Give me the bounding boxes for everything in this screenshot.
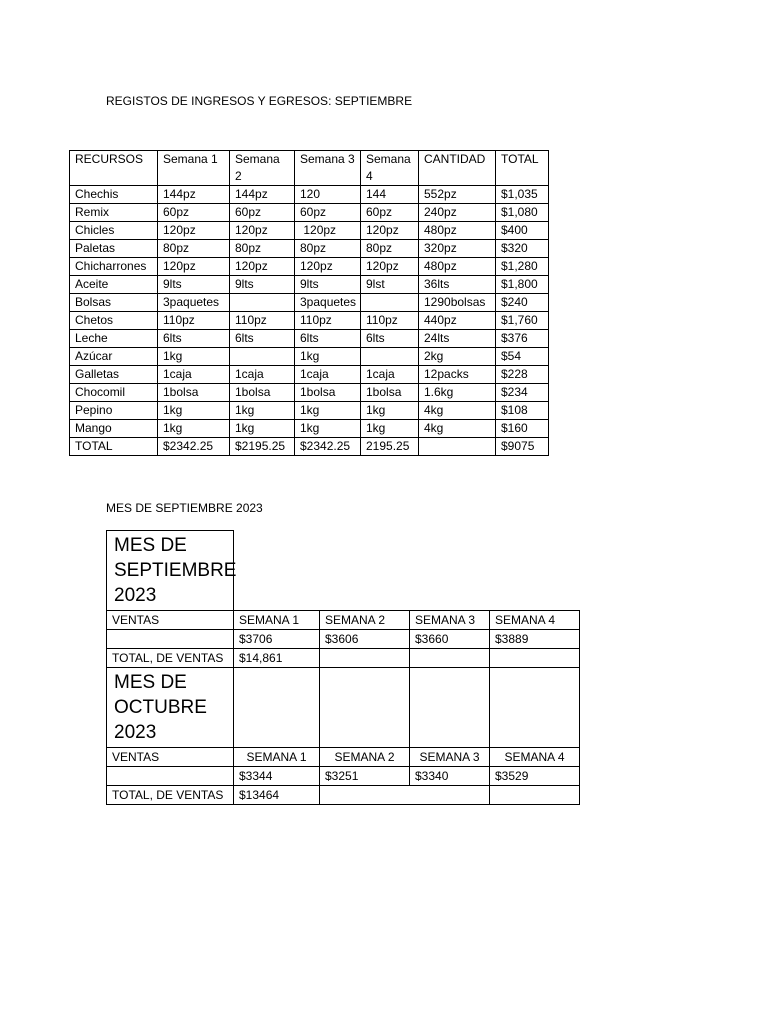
resources-cell: $1,800: [496, 276, 549, 294]
resources-cell: 480pz: [419, 258, 496, 276]
empty-cell: [490, 786, 580, 805]
resources-row: [70, 186, 549, 204]
resources-cell: 3paquetes: [158, 294, 230, 312]
empty-cell: [490, 649, 580, 668]
resources-cell: $228: [496, 366, 549, 384]
resources-cell: 3paquetes: [295, 294, 361, 312]
sales-header-cell: SEMANA 3: [410, 611, 490, 630]
resources-cell: Bolsas: [70, 294, 158, 312]
resources-cell: 1bolsa: [158, 384, 230, 402]
resources-cell: 80pz: [158, 240, 230, 258]
resources-cell: 1bolsa: [361, 384, 419, 402]
resources-row: [70, 366, 549, 384]
sales-value-cell: $3340: [410, 767, 490, 786]
sales-value-cell: $3344: [234, 767, 320, 786]
sept-title-row: [107, 531, 580, 611]
empty-cell: [490, 668, 580, 748]
resources-cell: $108: [496, 402, 549, 420]
empty-cell: [234, 531, 580, 611]
document-heading: REGISTOS DE INGRESOS Y EGRESOS: SEPTIEMBRE: [106, 94, 413, 108]
resources-cell: 60pz: [295, 204, 361, 222]
sales-header-cell: SEMANA 1: [234, 748, 320, 767]
resources-cell: 80pz: [230, 240, 295, 258]
resources-cell: $240: [496, 294, 549, 312]
resources-row: [70, 348, 549, 366]
resources-cell: 1kg: [361, 420, 419, 438]
resources-cell: 440pz: [419, 312, 496, 330]
resources-cell: 6lts: [361, 330, 419, 348]
sept-total-row: [107, 649, 580, 668]
resources-cell: 36lts: [419, 276, 496, 294]
resources-header-cell: TOTAL: [496, 151, 549, 186]
resources-cell: 2kg: [419, 348, 496, 366]
resources-cell: 120pz: [230, 258, 295, 276]
resources-header-cell: Semana 2: [230, 151, 295, 186]
resources-cell: 110pz: [230, 312, 295, 330]
empty-cell: [234, 668, 320, 748]
sales-value-cell: [107, 630, 234, 649]
resources-cell: $2342.25: [158, 438, 230, 456]
oct-title-cell: MES DE OCTUBRE 2023: [107, 668, 234, 748]
resources-cell: 9lts: [230, 276, 295, 294]
resources-cell: 110pz: [295, 312, 361, 330]
resources-cell: 1bolsa: [230, 384, 295, 402]
resources-cell: 2195.25: [361, 438, 419, 456]
sales-total-label: TOTAL, DE VENTAS: [107, 786, 234, 805]
resources-cell: 120: [295, 186, 361, 204]
resources-cell: $1,080: [496, 204, 549, 222]
resources-cell: [230, 348, 295, 366]
resources-header-cell: Semana 1: [158, 151, 230, 186]
oct-header-row: [107, 748, 580, 767]
resources-cell: Aceite: [70, 276, 158, 294]
resources-cell: Azúcar: [70, 348, 158, 366]
resources-cell: 480pz: [419, 222, 496, 240]
empty-cell: [410, 668, 490, 748]
sales-header-cell: VENTAS: [107, 748, 234, 767]
resources-cell: 6lts: [230, 330, 295, 348]
sales-value-cell: $3251: [320, 767, 410, 786]
resources-header-row: [70, 151, 549, 186]
resources-cell: Leche: [70, 330, 158, 348]
sales-header-cell: SEMANA 4: [490, 748, 580, 767]
resources-cell: 110pz: [361, 312, 419, 330]
empty-cell: [320, 786, 490, 805]
resources-row: [70, 294, 549, 312]
resources-cell: $320: [496, 240, 549, 258]
resources-cell: 4kg: [419, 420, 496, 438]
resources-cell: $1,035: [496, 186, 549, 204]
empty-cell: [320, 668, 410, 748]
sales-value-cell: $3889: [490, 630, 580, 649]
resources-cell: 320pz: [419, 240, 496, 258]
resources-header-cell: Semana 4: [361, 151, 419, 186]
resources-cell: 9lst: [361, 276, 419, 294]
resources-header-cell: RECURSOS: [70, 151, 158, 186]
resources-cell: $2342.25: [295, 438, 361, 456]
resources-cell: 1caja: [361, 366, 419, 384]
resources-cell: [419, 438, 496, 456]
resources-cell: Mango: [70, 420, 158, 438]
sales-value-cell: $3706: [234, 630, 320, 649]
resources-cell: 1caja: [158, 366, 230, 384]
resources-cell: 80pz: [361, 240, 419, 258]
resources-cell: 1bolsa: [295, 384, 361, 402]
resources-cell: Remix: [70, 204, 158, 222]
resources-cell: 120pz: [361, 222, 419, 240]
resources-cell: 1kg: [295, 402, 361, 420]
resources-cell: 1.6kg: [419, 384, 496, 402]
resources-cell: $54: [496, 348, 549, 366]
resources-cell: $2195.25: [230, 438, 295, 456]
resources-cell: Chicles: [70, 222, 158, 240]
resources-cell: 1kg: [361, 402, 419, 420]
resources-cell: 6lts: [295, 330, 361, 348]
sales-value-cell: $3606: [320, 630, 410, 649]
sept-title-cell: MES DE SEPTIEMBRE 2023: [107, 531, 234, 611]
oct-total-row: [107, 786, 580, 805]
resources-cell: 110pz: [158, 312, 230, 330]
resources-cell: 1kg: [158, 348, 230, 366]
resources-cell: 240pz: [419, 204, 496, 222]
empty-cell: [320, 649, 410, 668]
resources-row: [70, 402, 549, 420]
resources-table: [69, 150, 549, 456]
resources-cell: 120pz: [158, 222, 230, 240]
resources-cell: 1kg: [158, 420, 230, 438]
sales-table: [106, 530, 580, 805]
resources-cell: [361, 348, 419, 366]
resources-cell: $1,760: [496, 312, 549, 330]
sales-heading: MES DE SEPTIEMBRE 2023: [106, 501, 263, 515]
oct-title-row: [107, 668, 580, 748]
resources-cell: 144: [361, 186, 419, 204]
sales-header-cell: SEMANA 2: [320, 611, 410, 630]
sales-total-label: TOTAL, DE VENTAS: [107, 649, 234, 668]
resources-cell: $160: [496, 420, 549, 438]
resources-cell: Paletas: [70, 240, 158, 258]
resources-cell: 552pz: [419, 186, 496, 204]
resources-cell: 1kg: [230, 402, 295, 420]
resources-row: [70, 384, 549, 402]
resources-cell: 80pz: [295, 240, 361, 258]
resources-cell: 120pz: [230, 222, 295, 240]
resources-row: [70, 312, 549, 330]
resources-cell: [361, 294, 419, 312]
resources-cell: 60pz: [230, 204, 295, 222]
resources-cell: 6lts: [158, 330, 230, 348]
resources-cell: 120pz: [295, 222, 361, 240]
resources-header-cell: CANTIDAD: [419, 151, 496, 186]
sales-header-cell: SEMANA 4: [490, 611, 580, 630]
resources-cell: 1caja: [230, 366, 295, 384]
resources-cell: [230, 294, 295, 312]
sales-total-value: $13464: [234, 786, 320, 805]
resources-cell: 24lts: [419, 330, 496, 348]
resources-cell: 1kg: [295, 348, 361, 366]
resources-cell: $234: [496, 384, 549, 402]
resources-cell: Chetos: [70, 312, 158, 330]
sales-value-cell: [107, 767, 234, 786]
resources-cell: TOTAL: [70, 438, 158, 456]
resources-cell: 60pz: [361, 204, 419, 222]
resources-cell: Chicharrones: [70, 258, 158, 276]
resources-row: [70, 204, 549, 222]
resources-cell: Chechis: [70, 186, 158, 204]
sales-value-cell: $3660: [410, 630, 490, 649]
resources-cell: 12packs: [419, 366, 496, 384]
resources-cell: 1290bolsas: [419, 294, 496, 312]
resources-cell: 60pz: [158, 204, 230, 222]
resources-cell: $400: [496, 222, 549, 240]
resources-row: [70, 276, 549, 294]
resources-cell: 9lts: [158, 276, 230, 294]
resources-cell: 1kg: [295, 420, 361, 438]
resources-cell: 144pz: [230, 186, 295, 204]
resources-row: [70, 222, 549, 240]
sales-header-cell: SEMANA 3: [410, 748, 490, 767]
resources-cell: 144pz: [158, 186, 230, 204]
resources-row: [70, 240, 549, 258]
resources-cell: 1kg: [158, 402, 230, 420]
resources-cell: 120pz: [158, 258, 230, 276]
resources-row: [70, 420, 549, 438]
resources-cell: $376: [496, 330, 549, 348]
sept-header-row: [107, 611, 580, 630]
resources-row: [70, 330, 549, 348]
resources-row: [70, 438, 549, 456]
resources-cell: 1caja: [295, 366, 361, 384]
resources-cell: 1kg: [230, 420, 295, 438]
sales-header-cell: SEMANA 1: [234, 611, 320, 630]
empty-cell: [410, 649, 490, 668]
resources-cell: Chocomil: [70, 384, 158, 402]
resources-cell: $1,280: [496, 258, 549, 276]
resources-cell: Galletas: [70, 366, 158, 384]
resources-cell: Pepino: [70, 402, 158, 420]
resources-row: [70, 258, 549, 276]
resources-cell: 120pz: [295, 258, 361, 276]
resources-cell: 4kg: [419, 402, 496, 420]
resources-cell: 9lts: [295, 276, 361, 294]
sales-total-value: $14,861: [234, 649, 320, 668]
sales-header-cell: SEMANA 2: [320, 748, 410, 767]
resources-cell: 120pz: [361, 258, 419, 276]
resources-header-cell: Semana 3: [295, 151, 361, 186]
oct-values-row: [107, 767, 580, 786]
sales-header-cell: VENTAS: [107, 611, 234, 630]
sept-values-row: [107, 630, 580, 649]
sales-value-cell: $3529: [490, 767, 580, 786]
resources-cell: $9075: [496, 438, 549, 456]
